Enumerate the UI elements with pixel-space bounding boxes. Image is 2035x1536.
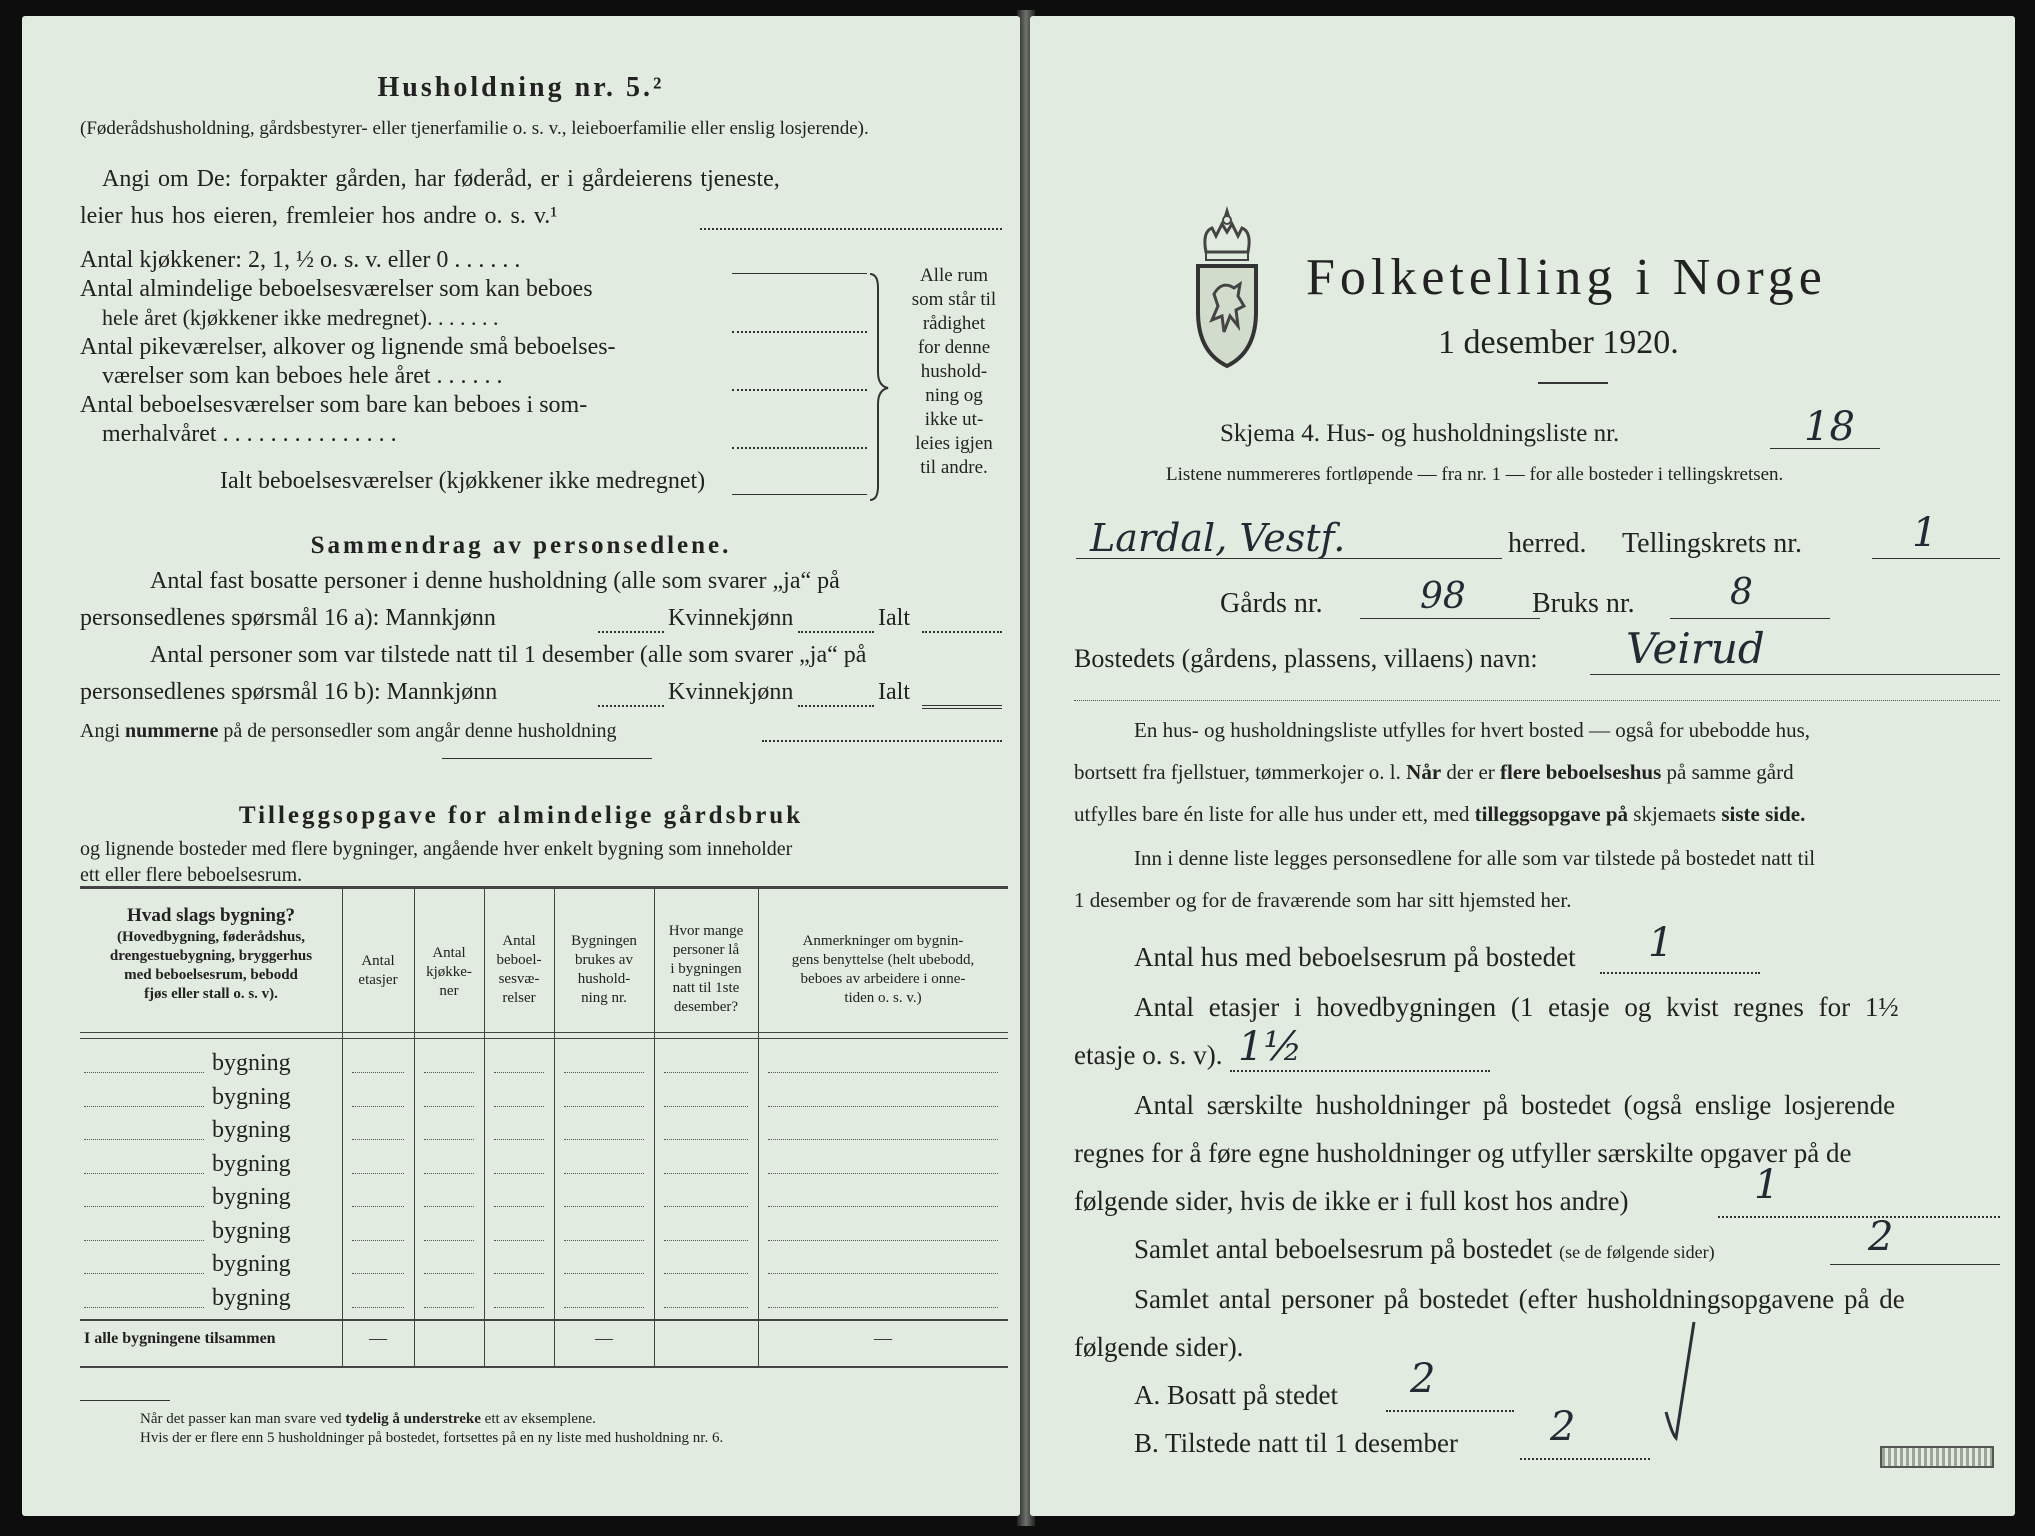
summary-2-total-label: Ialt bbox=[878, 679, 910, 705]
row-cell-input[interactable] bbox=[664, 1139, 748, 1140]
q-etasjer-l2: etasje o. s. v). bbox=[1074, 1040, 1223, 1070]
table-total-label: I alle bygningene tilsammen bbox=[84, 1330, 276, 1347]
row-cell-input[interactable] bbox=[494, 1072, 544, 1073]
summary-1-male[interactable] bbox=[598, 631, 664, 633]
household-subtitle: (Føderådshusholdning, gårdsbestyrer- eller tjenerfamilie o. s. v., leieboerfamilie eller enslig losjerende). bbox=[80, 118, 869, 139]
answer-ordinary[interactable] bbox=[732, 331, 867, 333]
col-floors: Antal etasjer bbox=[358, 953, 398, 988]
summary-1-female[interactable] bbox=[798, 631, 874, 633]
row-cell-input[interactable] bbox=[424, 1206, 474, 1207]
tellingskrets-line[interactable] bbox=[1872, 558, 2000, 559]
row-cell-input[interactable] bbox=[564, 1072, 644, 1073]
row-cell-input[interactable] bbox=[664, 1273, 748, 1274]
row-cell-input[interactable] bbox=[352, 1307, 404, 1308]
summary-2-female[interactable] bbox=[798, 705, 874, 707]
para1-line3: utfylles bare én liste for alle hus under ett, med tilleggsopgave på skjemaets siste side. bbox=[1074, 802, 1806, 826]
row-building-type-input[interactable] bbox=[84, 1273, 204, 1274]
row-building-label: bygning bbox=[212, 1050, 291, 1076]
row-cell-input[interactable] bbox=[564, 1139, 644, 1140]
bruks-value: 8 bbox=[1730, 572, 1753, 613]
row-cell-input[interactable] bbox=[494, 1273, 544, 1274]
col-rooms: Antal beboel- sesvæ- relser bbox=[496, 933, 542, 1006]
row-cell-input[interactable] bbox=[664, 1173, 748, 1174]
row-building-label: bygning bbox=[212, 1251, 291, 1277]
summary-2-total[interactable] bbox=[922, 705, 1002, 706]
skjema-nr-value: 18 bbox=[1804, 404, 1855, 450]
tellingskrets-label: Tellingskrets nr. bbox=[1622, 528, 1803, 559]
col-kitchens: Antal kjøkke- ner bbox=[426, 945, 472, 999]
check-mark-icon bbox=[1660, 1316, 1700, 1446]
bosted-value: Veirud bbox=[1626, 624, 1765, 673]
date-divider bbox=[1538, 382, 1608, 384]
total-remarks: — bbox=[874, 1328, 892, 1348]
herred-value: Lardal, Vestf. bbox=[1090, 516, 1346, 560]
answer-kitchens[interactable] bbox=[732, 273, 867, 274]
angi-answer-line[interactable] bbox=[700, 228, 1002, 230]
bosted-extra-line bbox=[1074, 700, 2000, 701]
q-hush-l1: Antal særskilte husholdninger på bostedet (også enslige losjerende bbox=[1134, 1090, 1896, 1120]
census-title: Folketelling i Norge bbox=[1306, 249, 1827, 306]
q-hus-value: 1 bbox=[1648, 920, 1674, 966]
angi-line-1: Angi om De: forpakter gården, har føderåd, er i gårdeierens tjeneste, bbox=[102, 166, 780, 192]
summary-2-total-underline bbox=[922, 708, 1002, 709]
para2-line1: Inn i denne liste legges personsedlene for alle som var tilstede på bostedet natt til bbox=[1134, 846, 1816, 870]
bruks-line[interactable] bbox=[1670, 618, 1830, 619]
q-etasjer-l1: Antal etasjer i hovedbygningen (1 etasje og kvist regnes for 1½ bbox=[1134, 992, 1899, 1022]
a-label: A. Bosatt på stedet bbox=[1134, 1380, 1338, 1410]
row-building-label: bygning bbox=[212, 1284, 291, 1311]
rooms-maid-2: værelser som kan beboes hele året . . . . . . bbox=[102, 363, 503, 389]
row-building-label: bygning bbox=[212, 1117, 291, 1143]
para1-line2: bortsett fra fjellstuer, tømmerkojer o. l. Når der er flere beboelseshus på samme gård bbox=[1074, 760, 1794, 784]
summary-title: Sammendrag av personsedlene. bbox=[310, 532, 732, 559]
row-cell-input[interactable] bbox=[664, 1206, 748, 1207]
bracket-note: Alle rum som står til rådighet for denne hushold- ning og ikke ut- leies igjen til andre. bbox=[911, 265, 997, 478]
row-cell-input[interactable] bbox=[494, 1206, 544, 1207]
rooms-kitchens: Antal kjøkkener: 2, 1, ½ o. s. v. eller 0 . . . . . . bbox=[80, 247, 521, 273]
q-rum-label: Samlet antal beboelsesrum på bostedet (se de følgende sider) bbox=[1134, 1234, 1715, 1264]
rooms-ordinary-2: hele året (kjøkkener ikke medregnet). . . . . . . bbox=[102, 305, 499, 330]
row-building-type-input[interactable] bbox=[84, 1173, 204, 1174]
right-page bbox=[1030, 16, 2015, 1516]
row-building-type-input[interactable] bbox=[84, 1240, 204, 1241]
row-building-type-input[interactable] bbox=[84, 1072, 204, 1073]
coat-of-arms-icon bbox=[1192, 202, 1262, 372]
q-pers-l2: følgende sider). bbox=[1074, 1332, 1244, 1362]
rooms-summer-1: Antal beboelsesværelser som bare kan beboes i som- bbox=[80, 392, 588, 418]
a-value: 2 bbox=[1410, 1356, 1436, 1402]
row-cell-input[interactable] bbox=[768, 1072, 998, 1073]
bracket-icon bbox=[864, 272, 894, 502]
row-cell-input[interactable] bbox=[424, 1240, 474, 1241]
angi-nummerne: Angi nummerne på de personsedler som angår denne husholdning bbox=[80, 720, 617, 742]
row-cell-input[interactable] bbox=[424, 1072, 474, 1073]
row-cell-input[interactable] bbox=[768, 1139, 998, 1140]
row-cell-input[interactable] bbox=[564, 1173, 644, 1174]
q-pers-l1: Samlet antal personer på bostedet (efter husholdningsopgavene på de bbox=[1134, 1284, 1905, 1314]
row-cell-input[interactable] bbox=[352, 1273, 404, 1274]
row-cell-input[interactable] bbox=[424, 1139, 474, 1140]
row-cell-input[interactable] bbox=[564, 1106, 644, 1107]
para2-line2: 1 desember og for de fraværende som har sitt hjemsted her. bbox=[1074, 888, 1572, 912]
b-value: 2 bbox=[1550, 1404, 1576, 1450]
para1-line1: En hus- og husholdningsliste utfylles for hvert bosted — også for ubebodde hus, bbox=[1134, 718, 1810, 742]
summary-1a: Antal fast bosatte personer i denne husholdning (alle som svarer „ja“ på bbox=[150, 568, 840, 594]
col-remarks: Anmerkninger om bygnin- gens benyttelse (helt ubebodd, beboes av arbeidere i onne- tiden o. s. v.) bbox=[791, 933, 975, 1006]
answer-total[interactable] bbox=[732, 494, 867, 495]
q-hush-l2: regnes for å føre egne husholdninger og utfyller særskilte opgaver på de bbox=[1074, 1138, 1852, 1168]
row-cell-input[interactable] bbox=[564, 1206, 644, 1207]
tellingskrets-value: 1 bbox=[1912, 510, 1938, 556]
tillegg-sub-2: ett eller flere beboelsesrum. bbox=[80, 864, 303, 886]
gards-label: Gårds nr. bbox=[1220, 588, 1323, 619]
row-cell-input[interactable] bbox=[664, 1072, 748, 1073]
herred-line[interactable] bbox=[1076, 558, 1502, 559]
row-cell-input[interactable] bbox=[564, 1273, 644, 1274]
q-etasjer-line[interactable] bbox=[1230, 1070, 1490, 1072]
gards-value: 98 bbox=[1420, 576, 1466, 617]
q-hush-line[interactable] bbox=[1718, 1216, 2000, 1218]
row-building-label: bygning bbox=[212, 1150, 291, 1177]
row-cell-input[interactable] bbox=[768, 1106, 998, 1107]
bosted-line[interactable] bbox=[1590, 674, 2000, 675]
row-cell-input[interactable] bbox=[494, 1240, 544, 1241]
census-date: 1 desember 1920. bbox=[1438, 324, 1679, 361]
row-cell-input[interactable] bbox=[494, 1307, 544, 1308]
row-cell-input[interactable] bbox=[768, 1173, 998, 1174]
row-cell-input[interactable] bbox=[664, 1240, 748, 1241]
col-household-nr: Bygningen brukes av hushold- ning nr. bbox=[571, 933, 637, 1006]
row-cell-input[interactable] bbox=[564, 1240, 644, 1241]
b-line[interactable] bbox=[1520, 1458, 1650, 1460]
herred-label: herred. bbox=[1508, 528, 1587, 559]
footnote-1: Når det passer kan man svare ved tydelig å understreke ett av eksemplene. bbox=[140, 1411, 596, 1427]
row-building-label: bygning bbox=[212, 1083, 291, 1110]
row-cell-input[interactable] bbox=[352, 1240, 404, 1241]
row-building-type-input[interactable] bbox=[84, 1139, 204, 1140]
bruks-label: Bruks nr. bbox=[1532, 588, 1635, 619]
row-building-type-input[interactable] bbox=[84, 1206, 204, 1207]
summary-1-total[interactable] bbox=[922, 631, 1002, 633]
row-cell-input[interactable] bbox=[424, 1307, 474, 1308]
row-cell-input[interactable] bbox=[768, 1307, 998, 1308]
a-line[interactable] bbox=[1386, 1410, 1514, 1412]
row-cell-input[interactable] bbox=[664, 1307, 748, 1308]
row-cell-input[interactable] bbox=[768, 1273, 998, 1274]
left-page bbox=[22, 16, 1020, 1516]
summary-1-total-label: Ialt bbox=[878, 605, 910, 631]
row-cell-input[interactable] bbox=[494, 1106, 544, 1107]
summary-1b: personsedlenes spørsmål 16 a): Mannkjønn bbox=[80, 605, 496, 631]
printer-stamp-icon bbox=[1880, 1446, 1994, 1468]
section-divider bbox=[442, 758, 652, 759]
rooms-ordinary-1: Antal almindelige beboelsesværelser som kan beboes bbox=[80, 276, 593, 302]
q-hus-line[interactable] bbox=[1600, 972, 1760, 974]
row-building-type-input[interactable] bbox=[84, 1106, 204, 1107]
q-hush-value: 1 bbox=[1754, 1162, 1780, 1208]
household-title: Husholdning nr. 5.² bbox=[377, 72, 665, 103]
q-rum-value: 2 bbox=[1868, 1214, 1894, 1260]
row-cell-input[interactable] bbox=[352, 1139, 404, 1140]
row-cell-input[interactable] bbox=[424, 1273, 474, 1274]
summary-2-male[interactable] bbox=[598, 705, 664, 707]
answer-maid[interactable] bbox=[732, 389, 867, 391]
tillegg-sub-1: og lignende bosteder med flere bygninger, angående hver enkelt bygning som inneholder bbox=[80, 838, 793, 860]
row-cell-input[interactable] bbox=[424, 1106, 474, 1107]
rooms-maid-1: Antal pikeværelser, alkover og lignende små beboelses- bbox=[80, 334, 616, 360]
q-hus-label: Antal hus med beboelsesrum på bostedet bbox=[1134, 942, 1576, 972]
total-household: — bbox=[595, 1328, 613, 1348]
row-cell-input[interactable] bbox=[352, 1072, 404, 1073]
row-cell-input[interactable] bbox=[768, 1206, 998, 1207]
angi-line-2: leier hus hos eieren, fremleier hos andre o. s. v.¹ bbox=[80, 203, 558, 229]
row-cell-input[interactable] bbox=[664, 1106, 748, 1107]
rooms-summer-2: merhalvåret . . . . . . . . . . . . . . . bbox=[102, 421, 397, 447]
row-cell-input[interactable] bbox=[352, 1206, 404, 1207]
summary-2-female-label: Kvinnekjønn bbox=[668, 679, 794, 705]
row-cell-input[interactable] bbox=[494, 1173, 544, 1174]
skjema-label: Skjema 4. Hus- og husholdningsliste nr. bbox=[1220, 420, 1620, 447]
row-cell-input[interactable] bbox=[424, 1173, 474, 1174]
tillegg-title: Tilleggsopgave for almindelige gårdsbruk bbox=[238, 802, 804, 829]
row-cell-input[interactable] bbox=[352, 1173, 404, 1174]
rooms-total: Ialt beboelsesværelser (kjøkkener ikke medregnet) bbox=[220, 468, 706, 494]
total-floors: — bbox=[369, 1328, 387, 1348]
row-cell-input[interactable] bbox=[768, 1240, 998, 1241]
q-rum-line[interactable] bbox=[1830, 1264, 2000, 1265]
footnote-divider bbox=[80, 1400, 170, 1401]
row-building-type-input[interactable] bbox=[84, 1307, 204, 1308]
row-cell-input[interactable] bbox=[494, 1139, 544, 1140]
col-building-type: Hvad slags bygning? (Hovedbygning, føderådshus, drengestuebygning, bryggerhus med beboelsesrum, bebodd fjøs eller stall o. s. v). bbox=[109, 905, 313, 1002]
col-persons: Hvor mange personer lå i bygningen natt til 1ste desember? bbox=[668, 923, 744, 1015]
summary-1-female-label: Kvinnekjønn bbox=[668, 605, 794, 631]
row-cell-input[interactable] bbox=[352, 1106, 404, 1107]
summary-2a: Antal personer som var tilstede natt til 1 desember (alle som svarer „ja“ på bbox=[150, 642, 867, 668]
answer-summer[interactable] bbox=[732, 447, 867, 449]
footnote-2: Hvis der er flere enn 5 husholdninger på bostedet, fortsettes på en ny liste med husholdning nr. 6. bbox=[140, 1430, 724, 1446]
row-building-label: bygning bbox=[212, 1217, 291, 1244]
listene-note: Listene nummereres fortløpende — fra nr. 1 — for alle bosteder i tellingskretsen. bbox=[1166, 464, 1784, 485]
bosted-label: Bostedets (gårdens, plassens, villaens) navn: bbox=[1074, 644, 1538, 673]
angi-nummerne-answer[interactable] bbox=[762, 740, 1002, 742]
b-label: B. Tilstede natt til 1 desember bbox=[1134, 1428, 1458, 1458]
q-hush-l3: følgende sider, hvis de ikke er i full kost hos andre) bbox=[1074, 1186, 1629, 1216]
q-etasjer-value: 1½ bbox=[1238, 1024, 1303, 1070]
row-cell-input[interactable] bbox=[564, 1307, 644, 1308]
summary-2b: personsedlenes spørsmål 16 b): Mannkjønn bbox=[80, 679, 498, 705]
gards-line[interactable] bbox=[1360, 618, 1540, 619]
row-building-label: bygning bbox=[212, 1184, 291, 1210]
